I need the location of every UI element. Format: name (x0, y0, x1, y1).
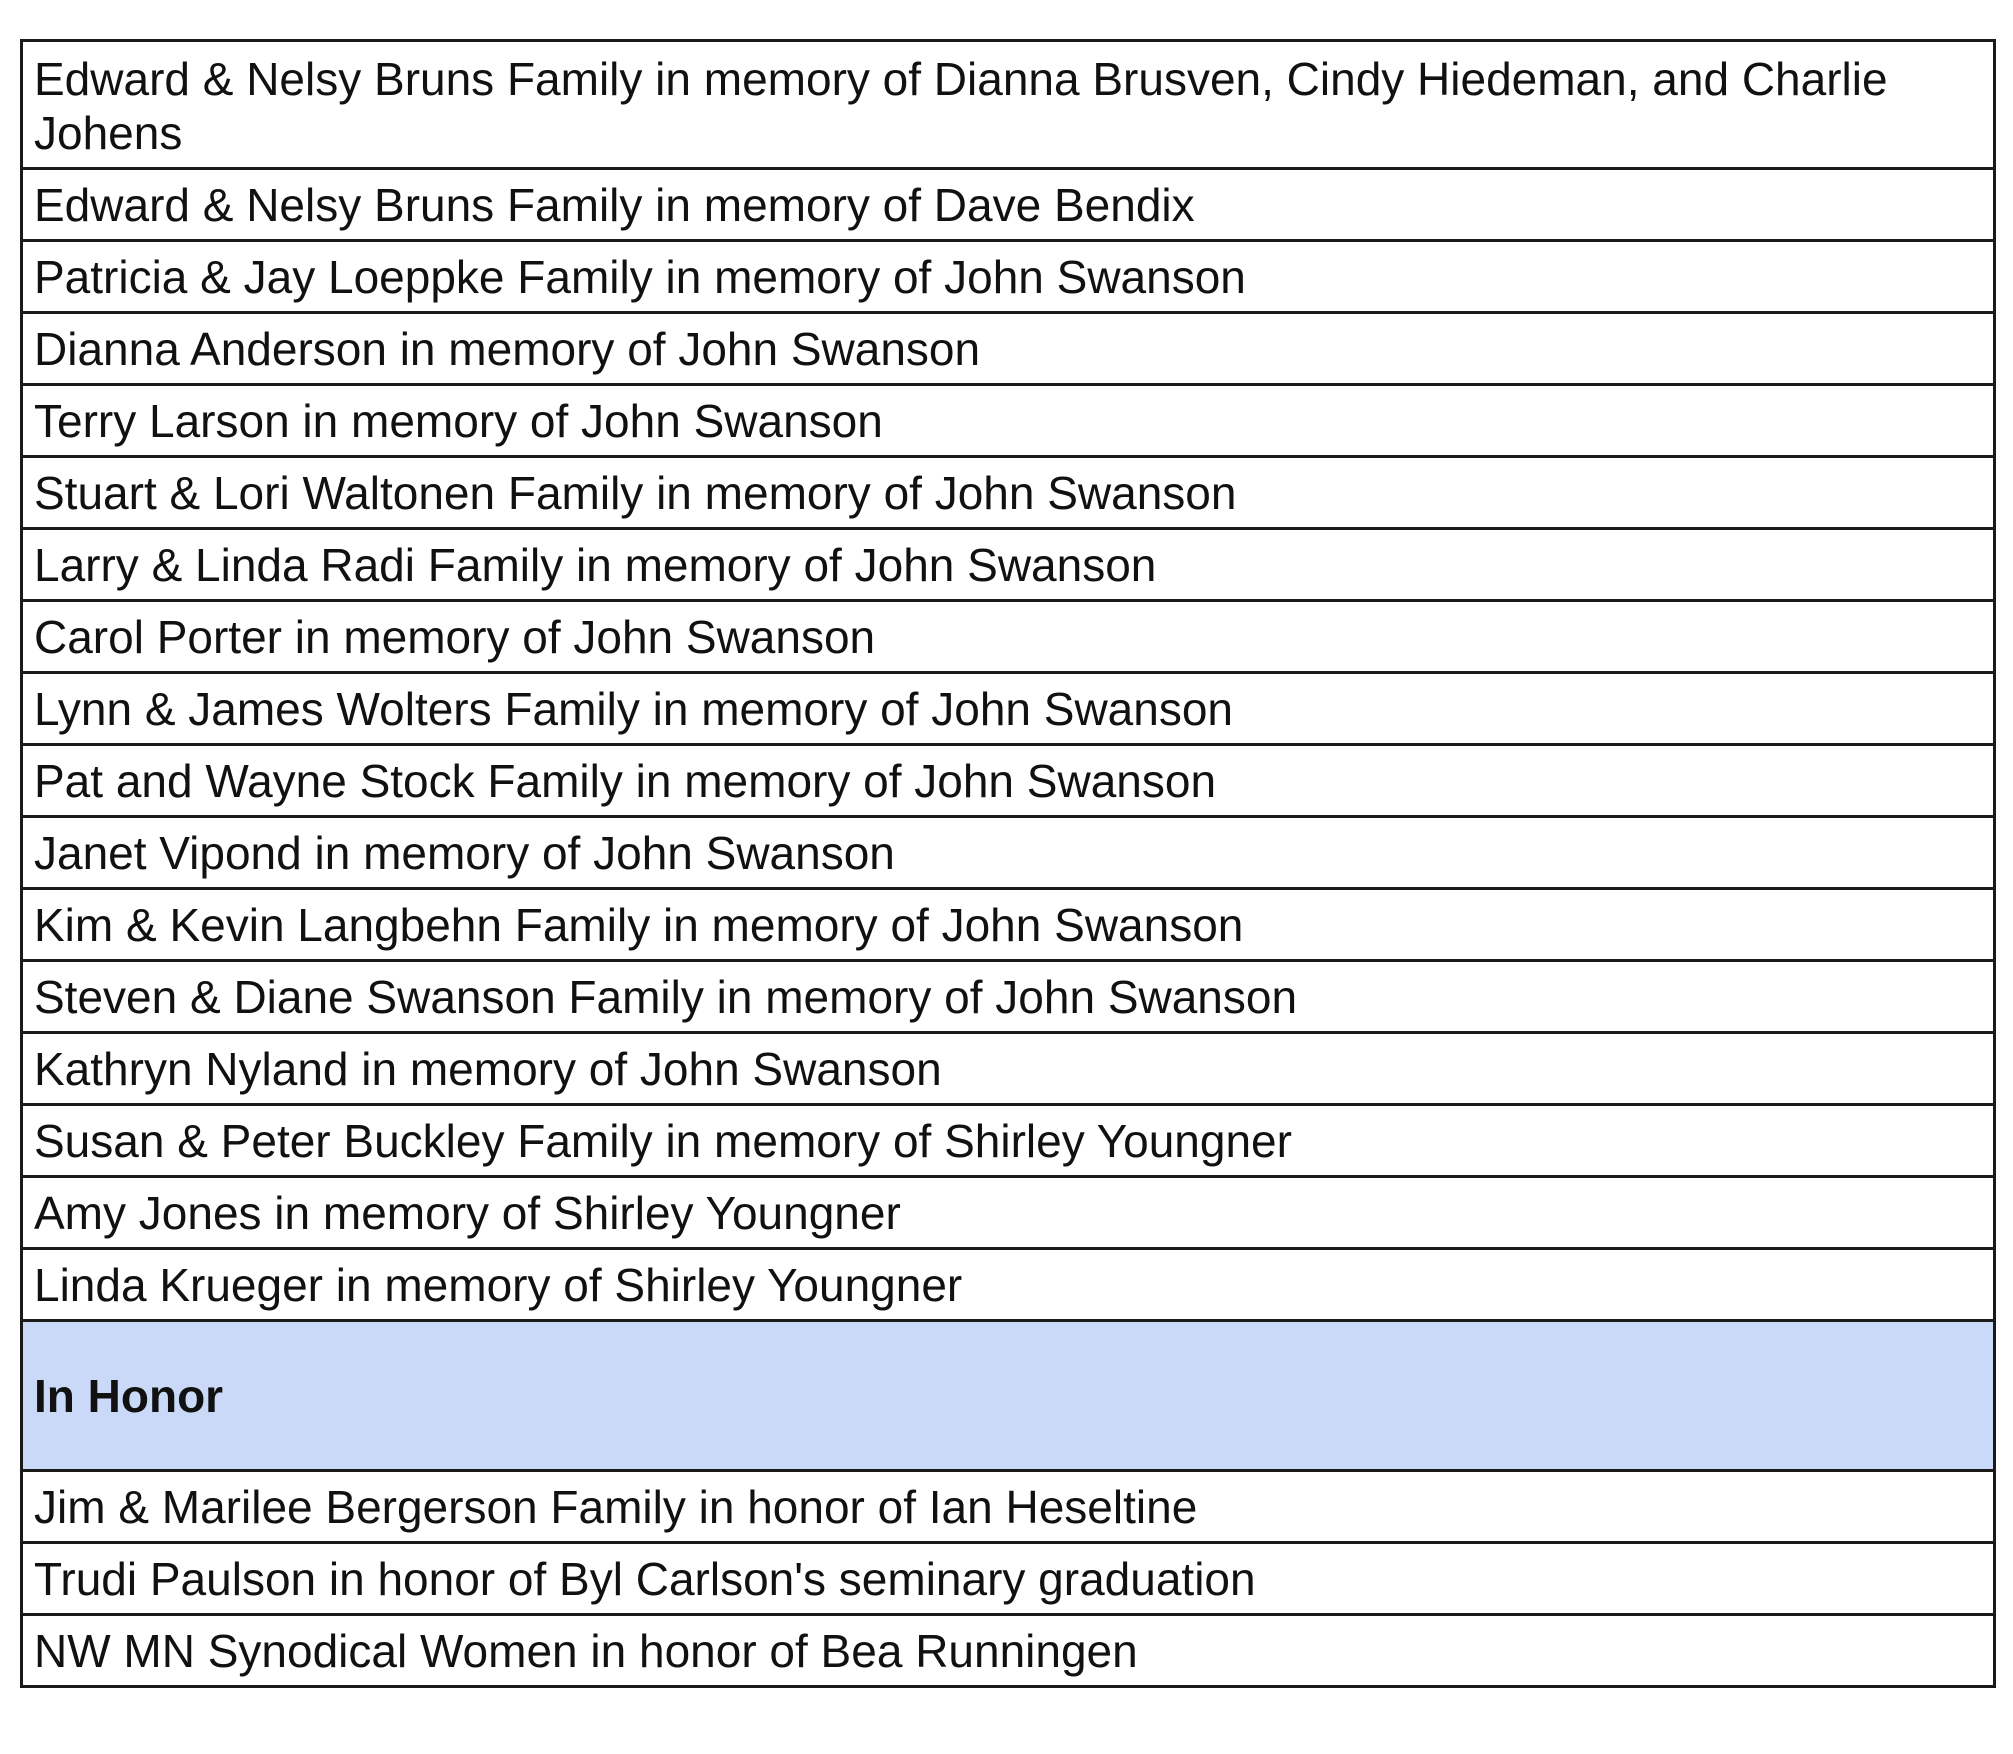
memorial-entry: Larry & Linda Radi Family in memory of John Swanson (22, 529, 1995, 601)
table-row (22, 1105, 1995, 1177)
memorial-entry: Edward & Nelsy Bruns Family in memory of Dave Bendix (22, 169, 1995, 241)
table-row (22, 385, 1995, 457)
table-row (22, 1177, 1995, 1249)
section-header-row (22, 1321, 1995, 1471)
table-row (22, 601, 1995, 673)
memorial-entry: Pat and Wayne Stock Family in memory of John Swanson (22, 745, 1995, 817)
memorial-entry: Susan & Peter Buckley Family in memory of Shirley Youngner (22, 1105, 1995, 1177)
honor-entry: Jim & Marilee Bergerson Family in honor of Ian Heseltine (22, 1471, 1995, 1543)
memorial-entry: Kim & Kevin Langbehn Family in memory of John Swanson (22, 889, 1995, 961)
memorial-entry: Carol Porter in memory of John Swanson (22, 601, 1995, 673)
table-row (22, 961, 1995, 1033)
table-row (22, 889, 1995, 961)
memorial-entry: Dianna Anderson in memory of John Swanson (22, 313, 1995, 385)
table-row (22, 745, 1995, 817)
memorial-entry: Steven & Diane Swanson Family in memory of John Swanson (22, 961, 1995, 1033)
table-row (22, 241, 1995, 313)
memorial-entry: Lynn & James Wolters Family in memory of John Swanson (22, 673, 1995, 745)
memorial-entry: Terry Larson in memory of John Swanson (22, 385, 1995, 457)
in-honor-heading: In Honor (22, 1321, 1995, 1471)
table-row (22, 673, 1995, 745)
memorial-entry: Stuart & Lori Waltonen Family in memory of John Swanson (22, 457, 1995, 529)
table-row (22, 1615, 1995, 1687)
gifts-table (20, 39, 1996, 1688)
memorial-entry: Edward & Nelsy Bruns Family in memory of Dianna Brusven, Cindy Hiedeman, and Charlie Johens (22, 41, 1995, 169)
table-row (22, 313, 1995, 385)
honor-entry: Trudi Paulson in honor of Byl Carlson's seminary graduation (22, 1543, 1995, 1615)
table-row (22, 1543, 1995, 1615)
memorial-entry: Patricia & Jay Loeppke Family in memory of John Swanson (22, 241, 1995, 313)
table-row (22, 169, 1995, 241)
table-row (22, 1249, 1995, 1321)
memorial-entry: Amy Jones in memory of Shirley Youngner (22, 1177, 1995, 1249)
table-row (22, 817, 1995, 889)
memorial-entry: Kathryn Nyland in memory of John Swanson (22, 1033, 1995, 1105)
table-row (22, 1471, 1995, 1543)
table-row (22, 1033, 1995, 1105)
table-row (22, 529, 1995, 601)
memorial-entry: Janet Vipond in memory of John Swanson (22, 817, 1995, 889)
table-row (22, 457, 1995, 529)
memorial-entry: Linda Krueger in memory of Shirley Youngner (22, 1249, 1995, 1321)
table-row (22, 41, 1995, 169)
honor-entry: NW MN Synodical Women in honor of Bea Runningen (22, 1615, 1995, 1687)
